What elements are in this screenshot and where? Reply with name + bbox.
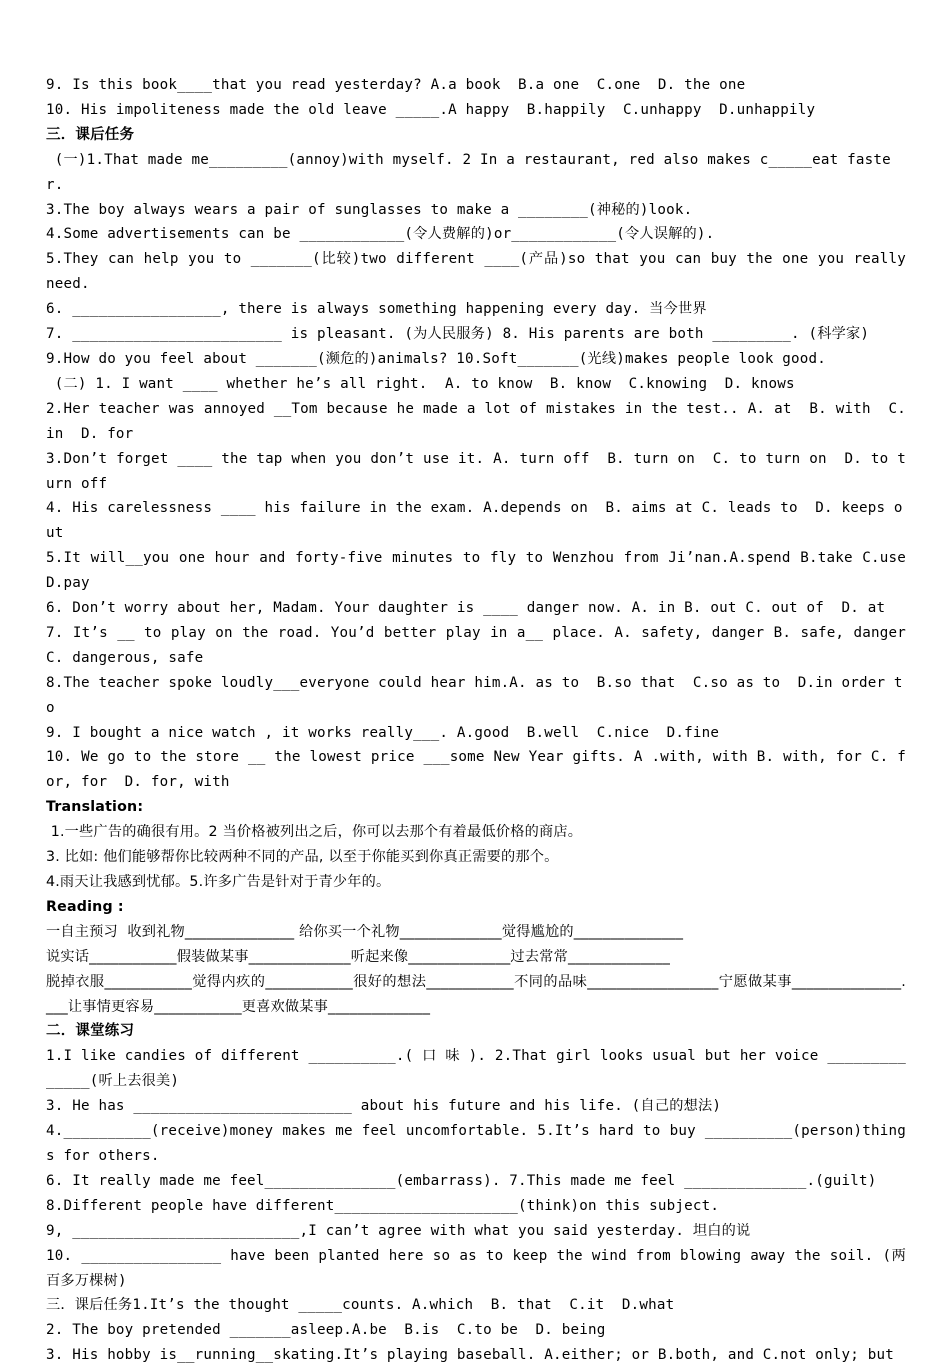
question-10: 10. His impoliteness made the old leave _____.A happy B.happily C.unhappy D.unhappily [46,101,816,118]
preview-line-3: 脱掉衣服____________觉得内疚的____________很好的想法____________不同的品味__________________宁愿做某事_______________.___让事情更容易____________更喜欢做某事______________ [46,973,906,1015]
practice-line-9: 9, __________________________,I can’t agree with what you said yesterday. 坦白的说 [46,1222,751,1239]
homework-line-2: 2. The boy pretended _______asleep.A.be B.is C.to be D. being [46,1322,606,1339]
translation-line-3: 3. 比如: 他们能够帮你比较两种不同的产品, 以至于你能买到你真正需要的那个。 [46,849,559,866]
practice-line-8: 8.Different people have different_____________________(think)on this subject. [46,1197,720,1214]
homework-line-1: 三．课后任务1.It’s the thought _____counts. A.which B. that C.it D.what [46,1297,675,1314]
vocab-line-7: 7. ________________________ is pleasant. (为人民服务) 8. His parents are both _________. (科学家) [46,326,870,343]
section-heading-classroom-practice: 二．课堂练习 [46,1023,135,1040]
practice-line-3: 3. He has _________________________ about his future and his life. (自己的想法) [46,1098,722,1115]
practice-line-10: 10. ________________ have been planted here so as to keep the wind from blowing away the soil. (两百多万棵树) [46,1247,906,1289]
section-heading-after-class: 三．课后任务 [46,126,135,143]
translation-line-4: 4.雨天让我感到忧郁。5.许多广告是针对于青少年的。 [46,874,391,890]
reading-heading: Reading : [46,898,124,915]
choice-line-5: 5.It will__you one hour and forty-five minutes to fly to Wenzhou from Ji’nan.A.spend B.take C.use D.pay [46,550,915,592]
vocab-line-4: 4.Some advertisements can be ____________(令人费解的)or____________(令人误解的). [46,226,715,243]
homework-line-3: 3. His hobby is__running__skating.It’s playing baseball. A.either; or B.both, and C.not only; but [46,1347,894,1364]
choice-line-9: 9. I bought a nice watch , it works really___. A.good B.well C.nice D.fine [46,724,720,741]
choice-line-1: (二) 1. I want ____ whether he’s all right. A. to know B. know C.knowing D. knows [46,375,795,392]
practice-line-1: 1.I like candies of different __________.( 口 味 ). 2.That girl looks usual but her voice ______________(听上去很美) [46,1048,906,1090]
translation-line-1: 1.一些广告的确很有用。2 当价格被列出之后，你可以去那个有着最低价格的商店。 [46,824,583,841]
question-9: 9. Is this book____that you read yesterday? A.a book B.a one C.one D. the one [46,77,746,93]
choice-line-6: 6. Don’t worry about her, Madam. Your daughter is ____ danger now. A. in B. out C. out of D. at [46,600,886,617]
choice-line-2: 2.Her teacher was annoyed __Tom because he made a lot of mistakes in the test.. A. at B. with C. in D. for [46,400,915,442]
preview-line-2: 说实话____________假装做某事______________听起来像______________过去常常______________ [46,948,671,965]
vocab-line-9: 9.How do you feel about _______(濒危的)animals? 10.Soft_______(光线)makes people look good. [46,350,827,367]
practice-line-6: 6. It really made me feel_______________(embarrass). 7.This made me feel ______________.(guilt) [46,1172,877,1189]
vocab-line-3: 3.The boy always wears a pair of sunglasses to make a ________(神秘的)look. [46,201,693,218]
choice-line-10: 10. We go to the store __ the lowest price ___some New Year gifts. A .with, with B. with, for C. for, for D. for, with [46,749,906,791]
vocab-line-1: (一)1.That made me_________(annoy)with myself. 2 In a restaurant, red also makes c_____eat faster. [46,151,891,193]
translation-heading: Translation: [46,799,144,816]
choice-line-3: 3.Don’t forget ____ the tap when you don’t use it. A. turn off B. turn on C. to turn on D. to turn off [46,450,906,492]
worksheet-page [46,73,915,1368]
choice-line-4: 4. His carelessness ____ his failure in the exam. A.depends on B. aims at C. leads to D. keeps out [46,500,903,542]
preview-line-1: 一自主预习 收到礼物_______________ 给你买一个礼物______________觉得尴尬的_______________ [46,923,684,940]
choice-line-8: 8.The teacher spoke loudly___everyone could hear him.A. as to B.so that C.so as to D.in order to [46,674,903,716]
choice-line-7: 7. It’s __ to play on the road. You’d better play in a__ place. A. safety, danger B. safe, danger C. dangerous, safe [46,624,915,666]
vocab-line-6: 6. _________________, there is always something happening every day. 当今世界 [46,301,707,318]
vocab-line-5: 5.They can help you to _______(比较)two different ____(产品)so that you can buy the one you really need. [46,251,915,293]
practice-line-4: 4.__________(receive)money makes me feel uncomfortable. 5.It’s hard to buy __________(person)things for others. [46,1123,906,1164]
